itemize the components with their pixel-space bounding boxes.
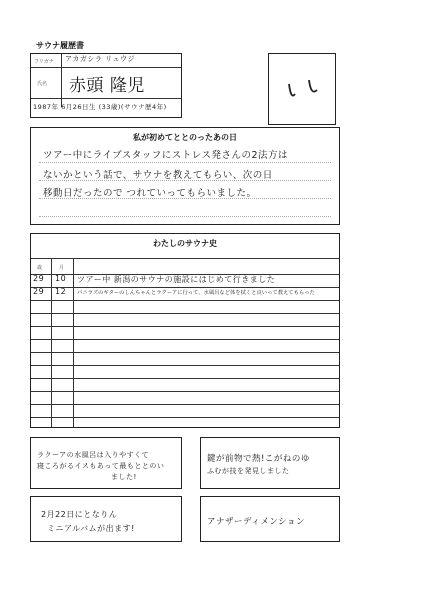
first-time-line-2: ないかという話で、サウナを教えてもらい、次の日 — [43, 170, 273, 181]
history-title: わたしのサウナ史 — [153, 239, 217, 248]
history-row-2-month: 12 — [55, 287, 67, 296]
recent-box — [200, 437, 340, 489]
face-doodle — [269, 54, 337, 126]
history-row-2-age: 29 — [33, 287, 45, 296]
first-time-line-3: 移動日だったので つれていってもらいました。 — [43, 188, 257, 199]
history-row-2-text: バニラズのギターのしんちゃんとラクーアに行って、水風呂など体を拭くと良いって教えてもらった — [77, 290, 315, 296]
situation-line-2: 寝ころがるイスもあって最もととのい — [37, 462, 165, 470]
announce-box — [30, 496, 182, 542]
furigana-label: フリガナ — [34, 59, 54, 65]
situation-line-3: ました! — [111, 473, 137, 481]
name-block — [30, 53, 182, 118]
page-title: サウナ履歴書 — [36, 41, 84, 50]
announce-line-2: ミニアルバムが出ます! — [47, 524, 135, 533]
first-time-box — [30, 127, 340, 225]
photo-box — [268, 53, 336, 125]
recent-line-1: 鍵が前物で熱!こがねのゆ — [207, 454, 310, 464]
history-row-1-month: 10 — [55, 274, 67, 283]
name-label: 氏名 — [37, 81, 48, 87]
bgm-box — [200, 496, 340, 542]
col-age-header: 歳 — [37, 265, 43, 271]
history-row-1-text: ツアー中 新潟のサウナの施設にはじめて行きました — [77, 275, 276, 284]
recent-line-2: ふむが技を発見しました — [207, 467, 290, 475]
situation-box — [30, 437, 182, 489]
history-table — [30, 233, 340, 428]
furigana-value: アカガシラ リュウジ — [65, 55, 135, 63]
first-time-line-1: ツアー中にライブスタッフにストレス発さんの2法方は — [43, 150, 289, 161]
bgm-line-1: アナザーディメンション — [207, 517, 305, 527]
situation-line-1: ラクーアの水風呂は入りやすくて — [37, 451, 150, 459]
name-value: 赤頭 隆児 — [69, 76, 145, 96]
history-row-1-age: 29 — [33, 274, 45, 283]
first-time-title: 私が初めてととのったあの日 — [133, 133, 237, 142]
col-month-header: 月 — [59, 265, 65, 271]
birth-value: 1987年 6月26日生 (33歳)(サウナ歴4年) — [33, 103, 167, 111]
announce-line-1: 2月22日にとなりん — [41, 510, 118, 519]
